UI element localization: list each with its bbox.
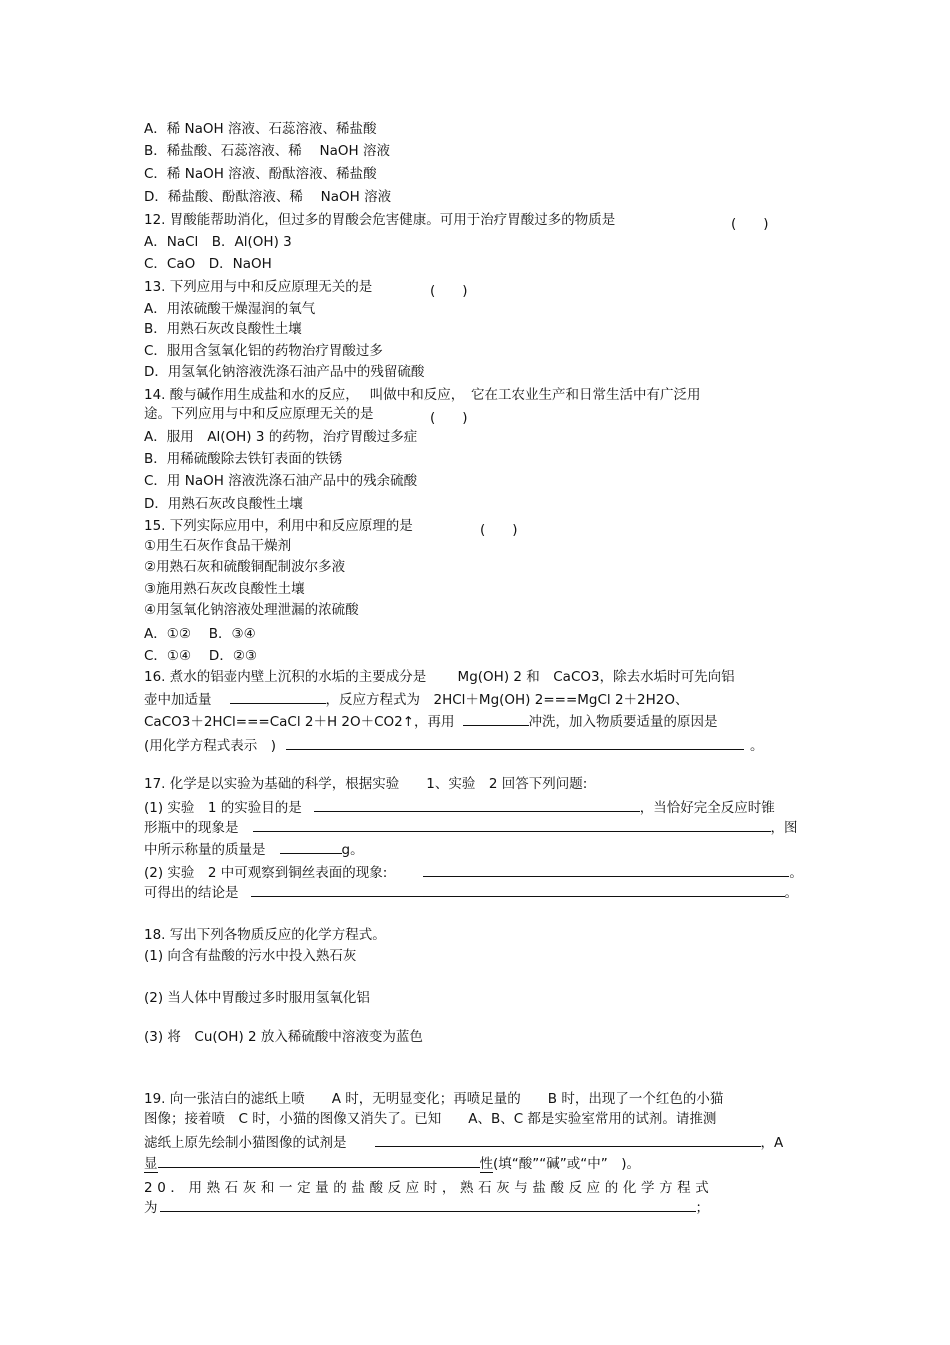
q12-options-ab: A．NaCl B．Al(OH) 3 <box>144 234 292 250</box>
q20-line1: 20．用熟石灰和一定量的盐酸反应时，熟石灰与盐酸反应的化学方程式 <box>144 1180 714 1196</box>
q17-part2-text-c: 可得出的结论是 <box>144 885 239 901</box>
q17-part2-text-d: 。 <box>784 885 798 901</box>
q16-line4-text-b: 。 <box>750 738 764 754</box>
q19-blank-reagent[interactable] <box>375 1133 761 1147</box>
q20-line2-text-a: 为 <box>144 1200 158 1216</box>
q15-item-2: ②用熟石灰和硫酸铜配制波尔多液 <box>144 559 346 575</box>
q15-options-cd: C．①④ D．②③ <box>144 648 258 664</box>
q18-part3: (3) 将 Cu(OH) 2 放入稀硫酸中溶液变为蓝色 <box>144 1029 423 1045</box>
q13-option-a: A．用浓硫酸干燥湿润的氧气 <box>144 301 316 317</box>
q18-part1: (1) 向含有盐酸的污水中投入熟石灰 <box>144 948 357 964</box>
q15-stem <box>144 518 808 534</box>
q17-part2-line2 <box>144 883 808 901</box>
q17-part1-text-d: ，图 <box>770 820 798 836</box>
q13-answer-bracket: ( ) <box>430 283 468 299</box>
q17-part1-line2 <box>144 818 808 836</box>
q13-stem-text: 13. 下列应用与中和反应原理无关的是 <box>144 279 373 295</box>
q14-stem-line1: 14. 酸与碱作用生成盐和水的反应， 叫做中和反应， 它在工农业生产和日常生活中有广泛用 <box>144 387 701 403</box>
q16-line4-text-a: (用化学方程式表示 ) <box>144 738 277 754</box>
q16-line3-text-b: 冲洗，加入物质要适量的原因是 <box>528 714 718 730</box>
q17-blank-conclusion[interactable] <box>251 883 785 897</box>
q15-stem-text: 15. 下列实际应用中，利用中和反应原理的是 <box>144 518 413 534</box>
q14-option-c: C．用 NaOH 溶液洗涤石油产品中的残余硫酸 <box>144 473 418 489</box>
q14-option-a: A．服用 Al(OH) 3 的药物，治疗胃酸过多症 <box>144 429 418 445</box>
q16-line2-text-a: 壶中加适量 <box>144 692 212 708</box>
q16-line3-text-a: CaCO3＋2HCl===CaCl 2＋H 2O＋CO2↑，再用 <box>144 714 455 730</box>
q16-line4 <box>144 736 808 754</box>
q17-part2-line1 <box>144 863 808 881</box>
q18-part2: (2) 当人体中胃酸过多时服用氢氧化铝 <box>144 990 370 1006</box>
q17-part2-text-b: 。 <box>789 865 803 881</box>
q19-line3 <box>144 1133 808 1151</box>
q16-line2 <box>144 690 808 708</box>
q17-part1-text-b: ，当恰好完全反应时锥 <box>639 800 775 816</box>
q15-options-ab: A．①② B．③④ <box>144 626 256 642</box>
q13-option-d: D．用氢氧化钠溶液洗涤石油产品中的残留硫酸 <box>144 364 425 380</box>
q15-item-3: ③施用熟石灰改良酸性土壤 <box>144 581 305 597</box>
q19-line4-text-c: (填“酸”“碱”或“中” )。 <box>493 1156 640 1172</box>
q13-stem <box>144 279 808 295</box>
q17-part1-text-a: (1) 实验 1 的实验目的是 <box>144 800 302 816</box>
q14-stem-line2 <box>144 406 808 422</box>
q11-option-a: A．稀 NaOH 溶液、石蕊溶液、稀盐酸 <box>144 121 377 137</box>
q12-answer-bracket: ( ) <box>731 216 769 232</box>
q14-option-d: D．用熟石灰改良酸性土壤 <box>144 496 303 512</box>
q16-blank-reagent[interactable] <box>230 690 326 704</box>
q15-answer-bracket: ( ) <box>480 522 518 538</box>
q17-part1-line3 <box>144 840 808 858</box>
q12-options-cd: C．CaO D．NaOH <box>144 256 272 272</box>
q13-option-c: C．服用含氢氧化铝的药物治疗胃酸过多 <box>144 343 383 359</box>
q14-answer-bracket: ( ) <box>430 410 468 426</box>
q15-item-4: ④用氢氧化钠溶液处理泄漏的浓硫酸 <box>144 602 359 618</box>
q19-line4-text-b: 性 <box>479 1156 493 1172</box>
q17-part1-text-e: 中所示称量的质量是 <box>144 842 266 858</box>
q16-line3 <box>144 712 808 730</box>
q14-option-b: B．用稀硫酸除去铁钉表面的铁锈 <box>144 451 343 467</box>
q12-stem <box>144 212 808 228</box>
q17-part1-line1 <box>144 798 808 816</box>
q14-stem-line2-text: 途。下列应用与中和反应原理无关的是 <box>144 406 374 422</box>
q17-blank-phenomenon[interactable] <box>253 818 771 832</box>
q17-part1-text-f: g。 <box>341 842 364 858</box>
q11-option-b: B．稀盐酸、石蕊溶液、稀 NaOH 溶液 <box>144 143 390 159</box>
q19-line1: 19. 向一张洁白的滤纸上喷 A 时，无明显变化；再喷足量的 B 时，出现了一个红色的小猫 <box>144 1091 724 1107</box>
q19-line4 <box>144 1154 808 1172</box>
q19-blank-property[interactable] <box>158 1154 480 1168</box>
q17-blank-mass[interactable] <box>280 840 342 854</box>
q19-line3-text-b: ，A <box>760 1135 784 1151</box>
q16-line1: 16. 煮水的铝壶内壁上沉积的水垢的主要成分是 Mg(OH) 2 和 CaCO3，除去水垢时可先向铝 <box>144 669 735 685</box>
q17-blank-copper-phenomenon[interactable] <box>423 863 789 877</box>
q20-line2 <box>144 1198 808 1216</box>
q16-blank-equation[interactable] <box>286 736 744 750</box>
q16-line2-text-b: ，反应方程式为 2HCl＋Mg(OH) 2===MgCl 2＋2H2O、 <box>325 692 689 708</box>
q19-line4-text-a: 显 <box>144 1156 158 1172</box>
q18-stem: 18. 写出下列各物质反应的化学方程式。 <box>144 927 386 943</box>
q19-line3-text-a: 滤纸上原先绘制小猫图像的试剂是 <box>144 1135 347 1151</box>
q11-option-c: C．稀 NaOH 溶液、酚酞溶液、稀盐酸 <box>144 166 377 182</box>
q20-line2-text-b: ； <box>695 1200 709 1216</box>
q17-stem: 17. 化学是以实验为基础的科学，根据实验 1、实验 2 回答下列问题: <box>144 776 588 792</box>
q16-blank-rinse[interactable] <box>463 712 529 726</box>
q17-blank-purpose[interactable] <box>314 798 640 812</box>
q15-item-1: ①用生石灰作食品干燥剂 <box>144 538 292 554</box>
q12-stem-text: 12. 胃酸能帮助消化，但过多的胃酸会危害健康。可用于治疗胃酸过多的物质是 <box>144 212 616 228</box>
q20-blank-equation[interactable] <box>160 1198 696 1212</box>
q13-option-b: B．用熟石灰改良酸性土壤 <box>144 321 302 337</box>
q17-part2-text-a: (2) 实验 2 中可观察到铜丝表面的现象: <box>144 865 388 881</box>
q19-line2: 图像；接着喷 C 时，小猫的图像又消失了。已知 A、B、C 都是实验室常用的试剂。请推测 <box>144 1111 717 1127</box>
q17-part1-text-c: 形瓶中的现象是 <box>144 820 239 836</box>
q11-option-d: D．稀盐酸、酚酞溶液、稀 NaOH 溶液 <box>144 189 392 205</box>
